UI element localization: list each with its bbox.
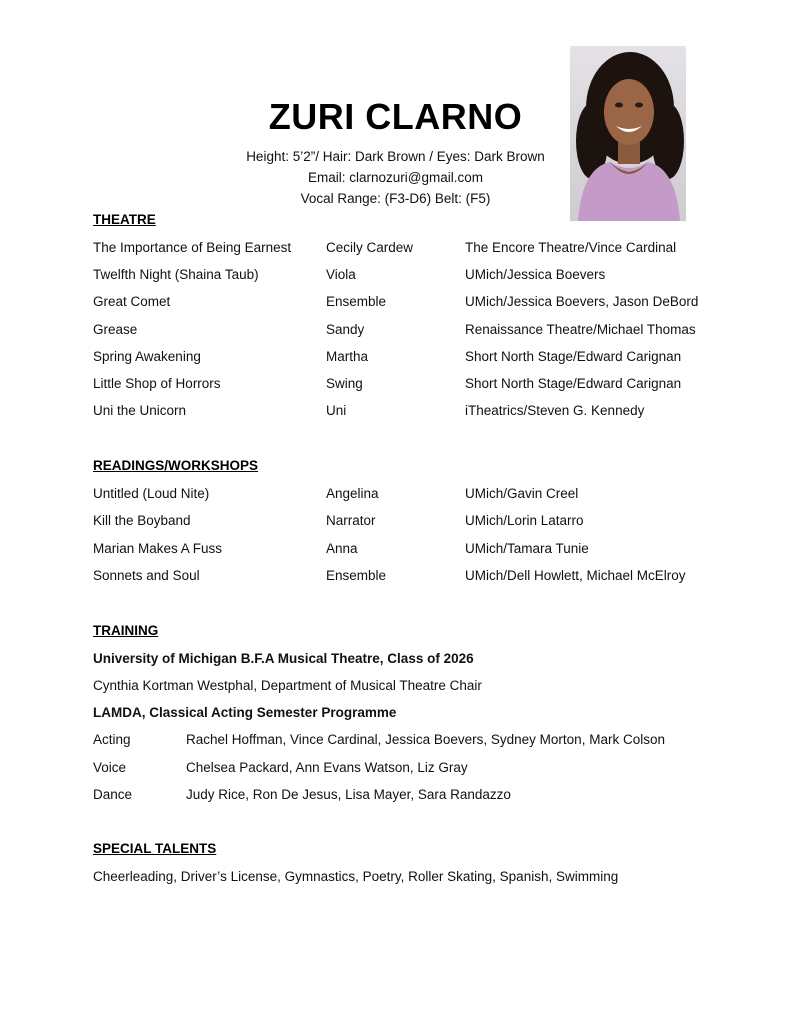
vocal-range: Vocal Range: (F3-D6) Belt: (F5) [300,191,491,206]
readings-heading: READINGS/WORKSHOPS [93,458,259,473]
teachers: Chelsea Packard, Ann Evans Watson, Liz Gray [186,760,468,775]
role: Cecily Cardew [326,240,414,255]
venue-director: UMich/Dell Howlett, Michael McElroy [465,568,686,583]
venue-director: UMich/Tamara Tunie [465,541,589,556]
special-talents-heading: SPECIAL TALENTS [93,841,217,856]
show-title: Spring Awakening [93,349,201,364]
table-row [0,760,791,780]
venue-director: Renaissance Theatre/Michael Thomas [465,322,696,337]
table-row [0,541,791,561]
table-row [0,513,791,533]
role: Uni [326,403,347,418]
role: Swing [326,376,363,391]
actor-name: ZURI CLARNO [268,96,523,137]
role: Angelina [326,486,379,501]
show-title: Great Comet [93,294,171,309]
show-title: Untitled (Loud Nite) [93,486,210,501]
teachers: Judy Rice, Ron De Jesus, Lisa Mayer, Sara Randazzo [186,787,511,802]
discipline: Dance [93,787,133,802]
show-title: Marian Makes A Fuss [93,541,223,556]
role: Narrator [326,513,376,528]
role: Ensemble [326,568,387,583]
venue-director: UMich/Jessica Boevers [465,267,606,282]
venue-director: The Encore Theatre/Vince Cardinal [465,240,677,255]
role: Viola [326,267,356,282]
training-chair: Cynthia Kortman Westphal, Department of Musical Theatre Chair [93,678,482,693]
venue-director: iTheatrics/Steven G. Kennedy [465,403,645,418]
special-talents-list: Cheerleading, Driver’s License, Gymnastics, Poetry, Roller Skating, Spanish, Swimming [93,869,619,884]
show-title: Little Shop of Horrors [93,376,221,391]
show-title: Grease [93,322,138,337]
table-row [0,322,791,342]
venue-director: UMich/Lorin Latarro [465,513,584,528]
show-title: Kill the Boyband [93,513,191,528]
table-row [0,486,791,506]
table-row [0,403,791,423]
table-row [0,240,791,260]
training-heading: TRAINING [93,623,159,638]
training-lamda: LAMDA, Classical Acting Semester Programme [93,705,397,720]
email-line: Email: clarnozuri@gmail.com [308,170,483,185]
role: Martha [326,349,369,364]
show-title: Twelfth Night (Shaina Taub) [93,267,259,282]
table-row [0,267,791,287]
role: Anna [326,541,358,556]
table-row [0,787,791,807]
headshot-photo [570,46,686,221]
discipline: Acting [93,732,131,747]
teachers: Rachel Hoffman, Vince Cardinal, Jessica Boevers, Sydney Morton, Mark Colson [186,732,665,747]
role: Ensemble [326,294,387,309]
table-row [0,294,791,314]
table-row [0,568,791,588]
role: Sandy [326,322,365,337]
physical-stats: Height: 5’2”/ Hair: Dark Brown / Eyes: Dark Brown [246,149,545,164]
show-title: Sonnets and Soul [93,568,200,583]
table-row [0,349,791,369]
training-school: University of Michigan B.F.A Musical Theatre, Class of 2026 [93,651,474,666]
table-row [0,732,791,752]
venue-director: Short North Stage/Edward Carignan [465,376,682,391]
table-row [0,376,791,396]
theatre-heading: THEATRE [93,212,156,227]
discipline: Voice [93,760,127,775]
venue-director: Short North Stage/Edward Carignan [465,349,682,364]
show-title: The Importance of Being Earnest [93,240,292,255]
show-title: Uni the Unicorn [93,403,187,418]
venue-director: UMich/Jessica Boevers, Jason DeBord [465,294,699,309]
venue-director: UMich/Gavin Creel [465,486,579,501]
